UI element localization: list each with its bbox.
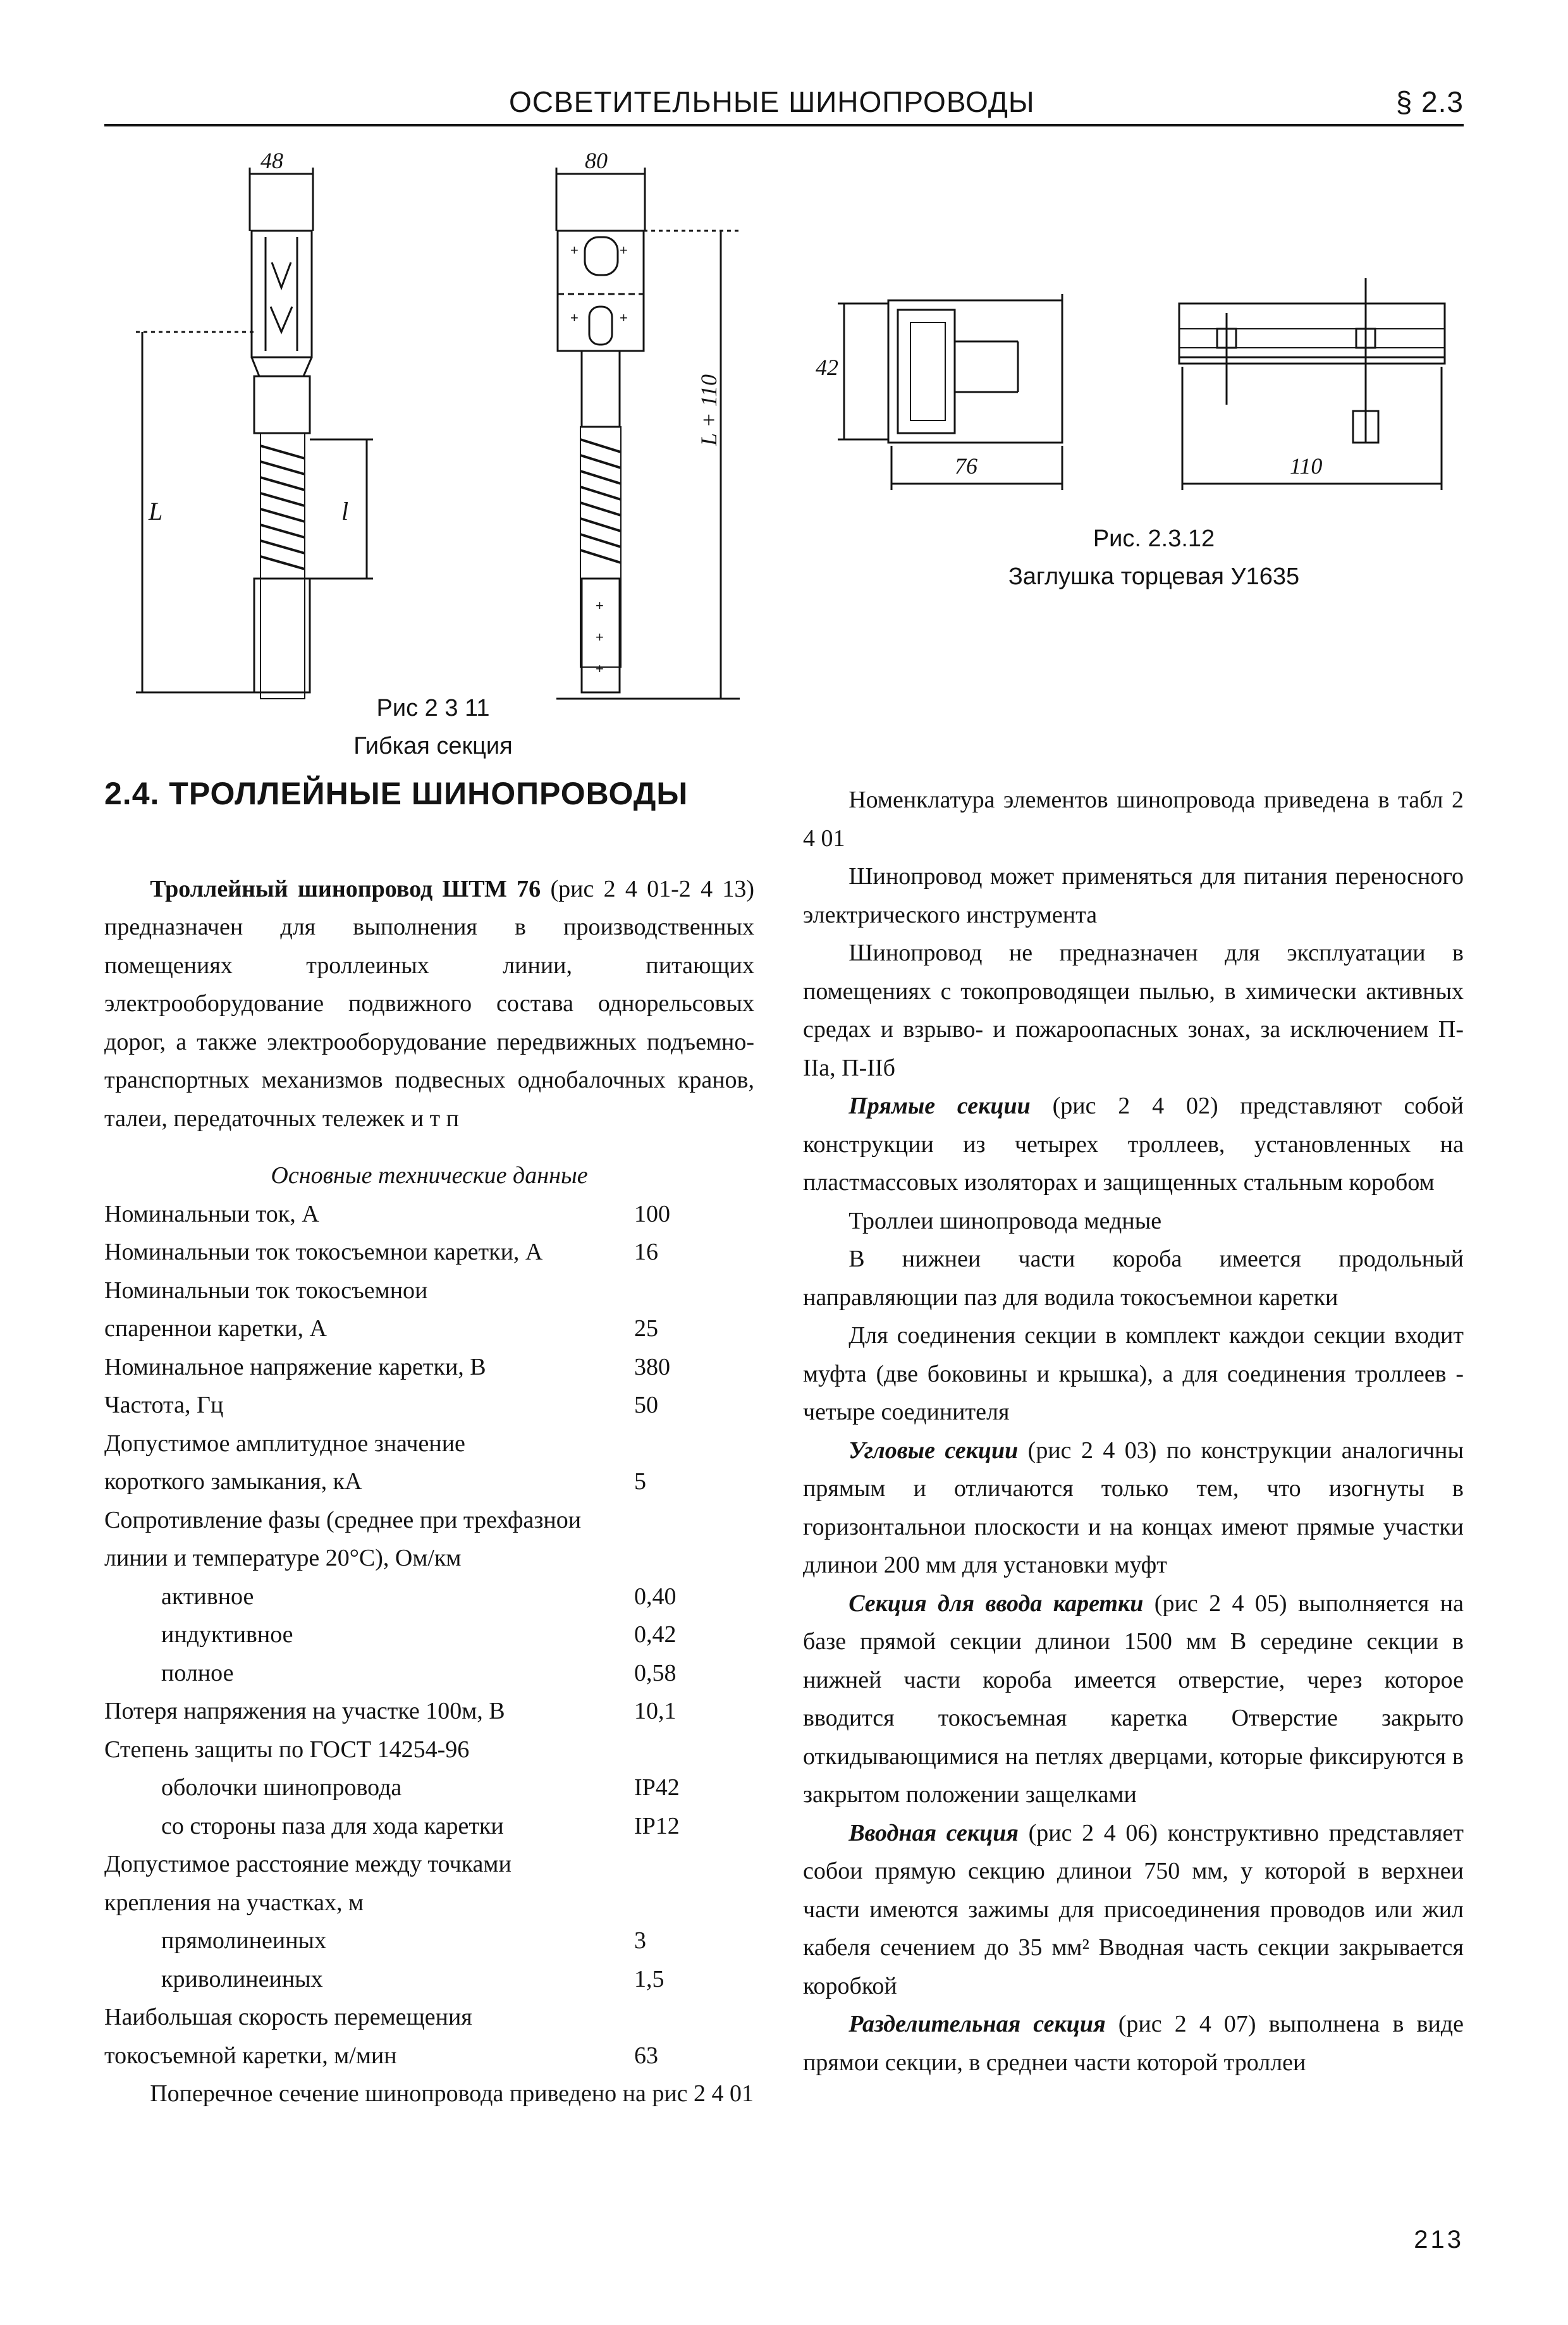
- paragraph-trolleys: Троллеи шинопровода медные: [848, 1207, 1162, 1234]
- spec-row: [104, 1616, 754, 1654]
- spec-row: [104, 1539, 754, 1578]
- spec-label: Номинальныи ток токосъемнои: [104, 1277, 428, 1304]
- caption-text: Гибкая секция: [353, 733, 513, 759]
- spec-label: активное: [161, 1583, 254, 1610]
- left-column: [104, 775, 754, 2113]
- spec-value: [634, 1501, 754, 1540]
- spec-label: полное: [161, 1659, 234, 1686]
- spec-value: 5: [634, 1468, 646, 1495]
- flexible-section-drawing: [114, 142, 771, 711]
- spec-row: [104, 1463, 754, 1501]
- paragraph-straight-sections: [803, 1087, 1464, 1202]
- spec-label: токосъемной каретки, м/мин: [104, 2042, 397, 2069]
- spec-label: линии и температуре 20°С), Ом/км: [104, 1545, 462, 1571]
- spec-label: Допустимое расстояние между точками: [104, 1851, 511, 1877]
- specs-title: Основные технические данные: [271, 1162, 588, 1189]
- spec-row: [104, 1195, 754, 1234]
- paragraph-application: Шинопровод может применяться для питания переносного электрического инструмента: [803, 863, 1464, 928]
- spec-label: крепления на участках, м: [104, 1889, 364, 1916]
- svg-text:+: +: [570, 242, 579, 258]
- header-rule: [104, 124, 1464, 126]
- term-corner-sections: Угловые секции: [848, 1437, 1019, 1464]
- spec-label: Потеря напряжения на участке 100м, В: [104, 1698, 505, 1724]
- spec-value: 50: [634, 1392, 658, 1418]
- spec-label: Частота, Гц: [104, 1392, 224, 1418]
- paragraph-nomenclature: Номенклатура элементов шинопровода приведена в табл 2 4 01: [803, 787, 1464, 852]
- spec-label: Наибольшая скорость перемещения: [104, 2004, 472, 2030]
- spec-row: [104, 1233, 754, 1272]
- running-head-title: ОСВЕТИТЕЛЬНЫЕ ШИНОПРОВОДЫ: [509, 85, 1035, 118]
- spec-row: [104, 1425, 754, 1463]
- spec-value: IP12: [634, 1812, 680, 1839]
- paragraph-input-section: [803, 1814, 1464, 2006]
- text-input-section: (рис 2 4 06) конструктивно представляет собои прямую секцию длинои 750 мм, у которой в верхнеи части имеются зажимы для присоединения проводов или жил кабеля сечением до 35 мм² Вводная часть секции закрывается коробкой: [803, 1819, 1464, 1999]
- text-straight-sections: (рис 2 4 02) представляют собой конструкции из четырех троллеев, установленных на пластмассовых изоляторах и защищенных стальным коробом: [803, 1093, 1464, 1196]
- spec-label: со стороны паза для хода каретки: [161, 1812, 504, 1839]
- spec-label: криволинеиных: [161, 1965, 323, 1992]
- term-straight-sections: Прямые секции: [848, 1093, 1031, 1119]
- spec-value: 380: [634, 1353, 670, 1380]
- spec-label: Допустимое амплитудное значение: [104, 1430, 465, 1457]
- svg-text:+: +: [596, 661, 604, 677]
- spec-value: [634, 1884, 754, 1922]
- spec-row: [104, 1692, 754, 1731]
- term-separating-section: Разделительная секция: [848, 2011, 1106, 2037]
- spec-label: Номинальныи ток токосъемнои каретки, А: [104, 1239, 543, 1265]
- spec-value: [634, 1998, 754, 2037]
- paragraph-restrictions: Шинопровод не предназначен для эксплуатации в помещениях с токопроводящеи пылью, в химически активных средах и взрыво- и пожароопасных зонах, за исключением П-IIа, П-IIб: [803, 940, 1464, 1081]
- spec-row: [104, 1272, 754, 1310]
- spec-value: 25: [634, 1315, 658, 1342]
- section-number: § 2.3: [1395, 85, 1464, 118]
- figure-end-cap: [809, 266, 1473, 531]
- intro-paragraph: [104, 870, 754, 1138]
- text-carriage-section: (рис 2 4 05) выполняется на базе прямой секции длинои 1500 мм В середине секции в нижней части короба имеется отверстие, через которое вводится токосъемная каретка Отверстие закрыто откидывающимися на петлях дверцами, которые фиксируются в закрытом положении защелками: [803, 1590, 1464, 1808]
- spec-value: [634, 1539, 754, 1578]
- paragraph-connection: Для соединения секции в комплект каждои секции входит муфта (две боковины и крышка), а для соединения троллеев - четыре соединителя: [803, 1322, 1464, 1425]
- spec-label: индуктивное: [161, 1621, 293, 1648]
- dimension-label-42: 42: [816, 355, 838, 380]
- spec-row: [104, 1501, 754, 1540]
- spec-row: [104, 1654, 754, 1693]
- dimension-label-l: l: [341, 497, 349, 525]
- paragraph-corner-sections: [803, 1432, 1464, 1585]
- spec-value: [634, 1425, 754, 1463]
- caption-number: Рис 2 3 11: [376, 695, 490, 721]
- spec-label: Степень защиты по ГОСТ 14254-96: [104, 1736, 470, 1763]
- spec-row: [104, 1348, 754, 1387]
- spec-label: оболочки шинопровода: [161, 1774, 402, 1801]
- spec-value: [634, 1845, 754, 1884]
- spec-row: [104, 1386, 754, 1425]
- spec-value: IP42: [634, 1774, 680, 1801]
- spec-row: [104, 1884, 754, 1922]
- paragraph-separating-section: [803, 2005, 1464, 2082]
- spec-row: [104, 1845, 754, 1884]
- caption-text: Заглушка торцевая У1635: [1008, 563, 1300, 590]
- text-corner-sections: (рис 2 4 03) по конструкции аналогичны прямым и отличаются только тем, что изогнуты в горизонтальнои плоскости и на концах имеют прямые участки длинои 200 мм для установки муфт: [803, 1437, 1464, 1578]
- paragraph-guide-slot: В нижнеи части короба имеется продольный направляющии паз для водила токосъемнои каретки: [803, 1246, 1464, 1311]
- spec-row: [104, 1310, 754, 1348]
- specs-list: [104, 1195, 754, 2075]
- running-head: [104, 81, 1464, 125]
- spec-value: 3: [634, 1927, 646, 1954]
- dimension-label-L-plus-110: L + 110: [696, 374, 721, 446]
- intro-text: (рис 2 4 01-2 4 13) предназначен для выполнения в производственных помещениях троллеиных линии, питающих электрооборудование подвижного состава однорельсовых дорог, а также электрооборудование передвижных подъемно-транспортных механизмов подвесных однобалочных кранов, талеи, передаточных тележек и т п: [104, 875, 754, 1132]
- svg-text:+: +: [596, 629, 604, 645]
- term-carriage-section: Секция для ввода каретки: [848, 1590, 1144, 1617]
- spec-row: [104, 1807, 754, 1846]
- spec-value: 100: [634, 1200, 670, 1227]
- dimension-label-76: 76: [955, 453, 977, 479]
- spec-value: 0,40: [634, 1583, 677, 1610]
- caption-figure-2-3-12: [948, 520, 1359, 596]
- spec-row: [104, 1769, 754, 1807]
- figure-flexible-section: [114, 142, 771, 711]
- spec-value: [634, 1731, 754, 1769]
- right-column: [803, 781, 1464, 2082]
- dimension-label-L: L: [149, 497, 163, 525]
- spec-row: [104, 1998, 754, 2037]
- term-input-section: Вводная секция: [848, 1819, 1019, 1846]
- dimension-label-110: 110: [1290, 453, 1323, 479]
- end-cap-drawing: [809, 266, 1473, 531]
- spec-value: [634, 1272, 754, 1310]
- spec-row: [104, 1578, 754, 1616]
- spec-label: короткого замыкания, кА: [104, 1468, 362, 1495]
- spec-label: спареннои каретки, А: [104, 1315, 327, 1342]
- caption-number: Рис. 2.3.12: [1093, 525, 1215, 552]
- spec-label: Номинальныи ток, А: [104, 1200, 319, 1227]
- svg-text:+: +: [620, 242, 628, 258]
- spec-value: 0,58: [634, 1659, 677, 1686]
- spec-value: 63: [634, 2042, 658, 2069]
- section-heading: 2.4. ТРОЛЛЕЙНЫЕ ШИНОПРОВОДЫ: [104, 776, 689, 811]
- text-separating-section: (рис 2 4 07) выполнена в виде прямои секции, в среднеи части которой троллеи: [803, 2011, 1464, 2076]
- caption-figure-2-3-11: [329, 689, 537, 765]
- spec-label: Сопротивление фазы (среднее при трехфазнои: [104, 1506, 582, 1533]
- dimension-label-80: 80: [585, 148, 608, 173]
- dimension-label-48: 48: [260, 148, 283, 173]
- spec-value: 0,42: [634, 1621, 677, 1648]
- svg-text:+: +: [596, 598, 604, 613]
- spec-value: 16: [634, 1239, 658, 1265]
- spec-row: [104, 2037, 754, 2075]
- spec-row: [104, 1922, 754, 1960]
- spec-row: [104, 1731, 754, 1769]
- spec-value: 10,1: [634, 1698, 677, 1724]
- spec-label: прямолинеиных: [161, 1927, 327, 1954]
- svg-text:+: +: [570, 310, 579, 326]
- spec-value: 1,5: [634, 1965, 665, 1992]
- paragraph-carriage-section: [803, 1585, 1464, 1814]
- page-number: 213: [1414, 2226, 1464, 2254]
- intro-term: Троллейный шинопровод ШТМ 76: [150, 875, 541, 902]
- svg-text:+: +: [620, 310, 628, 326]
- closing-paragraph: Поперечное сечение шинопровода приведено на рис 2 4 01: [150, 2080, 754, 2107]
- spec-label: Номинальное напряжение каретки, В: [104, 1353, 486, 1380]
- spec-row: [104, 1960, 754, 1999]
